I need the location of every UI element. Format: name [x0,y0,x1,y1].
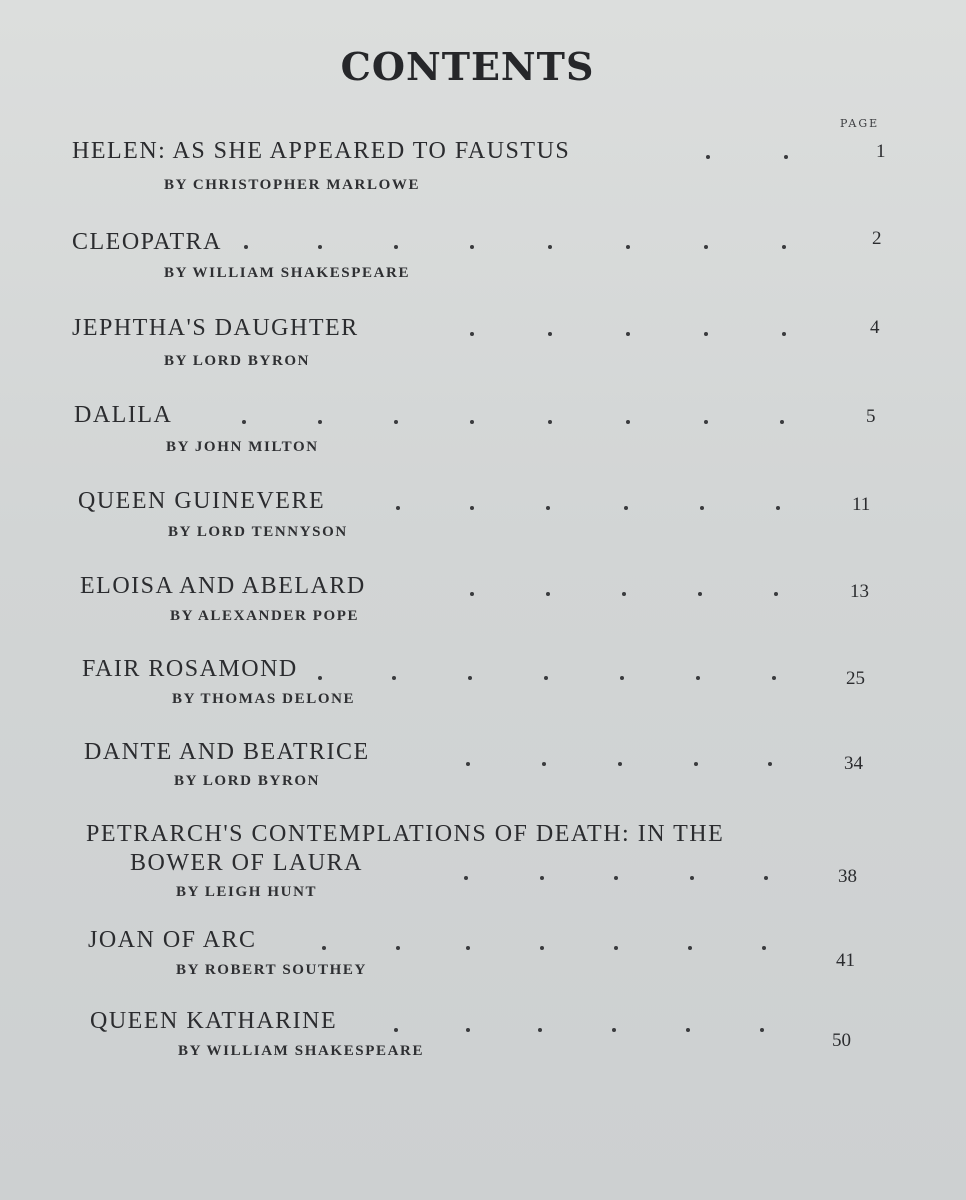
entry-page-number: 4 [870,317,880,338]
entry-page-number: 38 [838,866,857,887]
entry-page-number: 50 [832,1030,851,1051]
leader-dot [466,946,470,950]
leader-dot [394,1028,398,1032]
entry-page-number: 34 [844,753,863,774]
leader-dot [470,592,474,596]
entry-page-number: 5 [866,406,876,427]
leader-dot [784,155,788,159]
entry-title: JEPHTHA'S DAUGHTER [72,315,359,341]
leader-dot [624,506,628,510]
leader-dot [392,676,396,680]
entry-page-number: 41 [836,950,855,971]
leader-dot [614,946,618,950]
leader-dot [470,245,474,249]
entry-title: JOAN OF ARC [88,927,257,953]
leader-dot [774,592,778,596]
leader-dot [772,676,776,680]
leader-dot [762,946,766,950]
leader-dot [394,245,398,249]
entry-author: BY JOHN MILTON [166,439,319,455]
entry-author: BY LORD TENNYSON [168,524,348,540]
leader-dot [546,592,550,596]
leader-dot [700,506,704,510]
leader-dot [698,592,702,596]
leader-dot [780,420,784,424]
entry-title: DALILA [74,402,173,428]
leader-dot [704,420,708,424]
leader-dot [244,245,248,249]
leader-dot [686,1028,690,1032]
leader-dot [760,1028,764,1032]
leader-dot [768,762,772,766]
entry-title: ELOISA AND ABELARD [80,573,366,599]
leader-dot [614,876,618,880]
entry-page-number: 1 [876,141,886,162]
leader-dot [470,506,474,510]
leader-dot [626,245,630,249]
entry-title-continuation: BOWER OF LAURA [130,850,364,876]
leader-dot [318,245,322,249]
leader-dot [782,245,786,249]
leader-dot [394,420,398,424]
entry-author: BY ALEXANDER POPE [170,608,360,624]
leader-dot [466,762,470,766]
leader-dot [620,676,624,680]
entry-page-number: 13 [850,581,869,602]
entry-author: BY WILLIAM SHAKESPEARE [164,265,411,281]
leader-dot [396,946,400,950]
page-column-label: PAGE [840,117,880,130]
entry-author: BY ROBERT SOUTHEY [176,962,367,978]
leader-dot [466,1028,470,1032]
entry-author: BY LORD BYRON [164,353,311,369]
leader-dot [704,332,708,336]
leader-dot [548,420,552,424]
entry-author: BY WILLIAM SHAKESPEARE [178,1043,425,1059]
leader-dot [540,876,544,880]
leader-dot [776,506,780,510]
leader-dot [542,762,546,766]
entry-title: QUEEN GUINEVERE [78,488,326,514]
leader-dot [538,1028,542,1032]
entry-title: HELEN: AS SHE APPEARED TO FAUSTUS [72,138,571,164]
leader-dot [540,946,544,950]
entry-page-number: 25 [846,668,865,689]
leader-dot [468,676,472,680]
leader-dot [626,332,630,336]
leader-dot [690,876,694,880]
entry-author: BY CHRISTOPHER MARLOWE [164,177,421,193]
leader-dot [548,245,552,249]
leader-dot [706,155,710,159]
leader-dot [242,420,246,424]
entry-title: FAIR ROSAMOND [82,656,298,682]
leader-dot [546,506,550,510]
entry-title: PETRARCH'S CONTEMPLATIONS OF DEATH: IN THE [86,821,725,847]
entry-author: BY THOMAS DELONE [172,691,356,707]
leader-dot [544,676,548,680]
leader-dot [704,245,708,249]
leader-dot [618,762,622,766]
leader-dot [318,676,322,680]
page-title: CONTENTS [340,44,595,89]
entry-page-number: 11 [852,494,871,515]
leader-dot [694,762,698,766]
leader-dot [318,420,322,424]
entry-page-number: 2 [872,228,882,249]
entry-title: QUEEN KATHARINE [90,1008,338,1034]
leader-dot [782,332,786,336]
leader-dot [322,946,326,950]
leader-dot [548,332,552,336]
entry-title: CLEOPATRA [72,229,222,255]
leader-dot [464,876,468,880]
leader-dot [688,946,692,950]
entry-title: DANTE AND BEATRICE [84,739,370,765]
leader-dot [696,676,700,680]
leader-dot [764,876,768,880]
leader-dot [622,592,626,596]
leader-dot [470,420,474,424]
entry-author: BY LORD BYRON [174,773,321,789]
entry-author: BY LEIGH HUNT [176,884,318,900]
leader-dot [470,332,474,336]
leader-dot [612,1028,616,1032]
leader-dot [396,506,400,510]
leader-dot [626,420,630,424]
